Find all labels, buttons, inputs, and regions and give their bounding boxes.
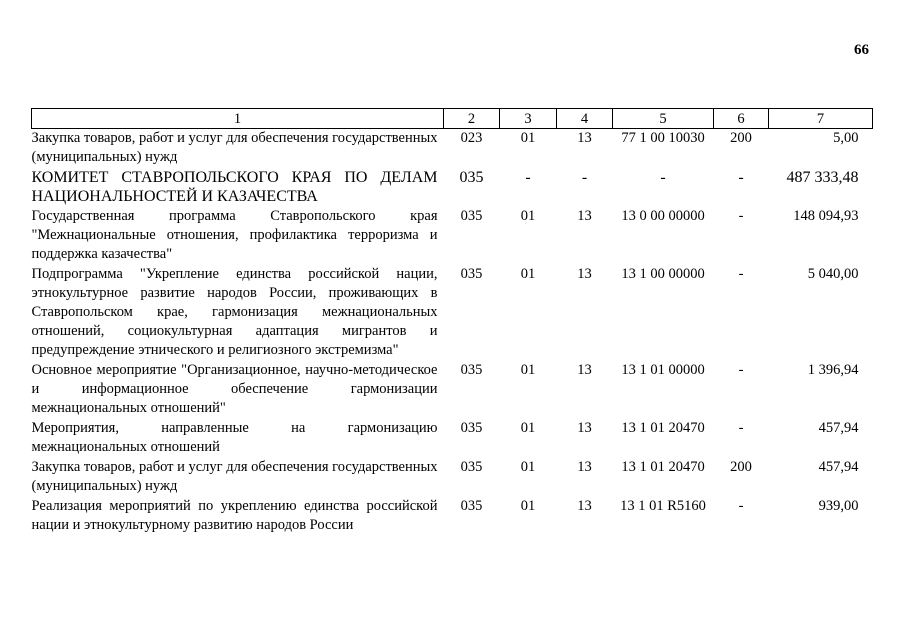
row-target-code: 13 0 00 00000 [621, 208, 705, 224]
row-amount: 5,00 [833, 130, 859, 146]
table-row [32, 497, 873, 536]
header-cell-4: 4 [557, 109, 613, 129]
row-subsection-code: 13 [577, 362, 592, 378]
row-amount: 457,94 [818, 459, 859, 475]
row-section-code: 01 [520, 266, 536, 282]
row-expense-type: - [738, 420, 744, 436]
row-subsection-code: 13 [577, 208, 592, 224]
row-expense-type: 200 [730, 459, 752, 475]
row-target-code: 13 1 01 20470 [621, 420, 705, 436]
row-section-code: 01 [520, 208, 536, 224]
row-ministry-code: 035 [460, 208, 483, 224]
row-section-code: 01 [520, 420, 536, 436]
row-section-code: - [525, 169, 531, 186]
row-ministry-code: 035 [460, 420, 483, 436]
row-expense-type: - [738, 362, 744, 378]
row-ministry-code: 035 [460, 459, 483, 475]
table-row [32, 265, 873, 361]
table-row [32, 207, 873, 265]
row-name: Подпрограмма "Укрепление единства российской нации, этнокультурное развитие народов России, проживающих в Ставропольском крае, гармонизация межнациональных отношений, социокультурная адаптация мигрантов и предупреждение этнического и религиозного экстремизма" [31, 266, 438, 358]
row-target-code: 77 1 00 10030 [621, 130, 705, 146]
page-number: 66 [854, 42, 869, 58]
row-target-code: 13 1 01 20470 [621, 459, 705, 475]
row-target-code: 13 1 01 00000 [621, 362, 705, 378]
row-target-code: 13 1 01 R5160 [620, 498, 706, 514]
row-section-code: 01 [520, 362, 536, 378]
row-name: Закупка товаров, работ и услуг для обеспечения государственных (муниципальных) нужд [31, 459, 438, 494]
row-target-code: - [660, 169, 666, 186]
row-amount: 5 040,00 [807, 266, 859, 282]
row-name: Мероприятия, направленные на гармонизацию межнациональных отношений [31, 420, 438, 455]
row-amount: 487 333,48 [786, 169, 859, 186]
row-subsection-code: 13 [577, 266, 592, 282]
row-name: Реализация мероприятий по укреплению единства российской нации и этнокультурному развитию народов России [31, 498, 438, 533]
row-expense-type: - [738, 208, 744, 224]
table-row [32, 458, 873, 497]
row-section-code: 01 [520, 459, 536, 475]
table-row [32, 129, 873, 169]
row-name: КОМИТЕТ СТАВРОПОЛЬСКОГО КРАЯ ПО ДЕЛАМ НАЦИОНАЛЬНОСТЕЙ И КАЗАЧЕСТВА [31, 169, 438, 205]
table-row [32, 361, 873, 419]
row-name: Закупка товаров, работ и услуг для обеспечения государственных (муниципальных) нужд [31, 130, 438, 165]
row-amount: 1 396,94 [807, 362, 859, 378]
row-name: Государственная программа Ставропольского края "Межнациональные отношения, профилактика терроризма и поддержка казачества" [31, 208, 438, 262]
table-row [32, 168, 873, 207]
header-cell-1: 1 [32, 109, 444, 129]
header-cell-2: 2 [444, 109, 500, 129]
row-ministry-code: 035 [460, 362, 483, 378]
row-ministry-code: 035 [459, 169, 484, 186]
row-section-code: 01 [520, 498, 536, 514]
table-row [32, 419, 873, 458]
row-expense-type: - [738, 266, 744, 282]
row-amount: 148 094,93 [793, 208, 859, 224]
row-subsection-code: 13 [577, 130, 592, 146]
row-expense-type: 200 [730, 130, 752, 146]
header-cell-3: 3 [500, 109, 557, 129]
row-target-code: 13 1 00 00000 [621, 266, 705, 282]
row-subsection-code: - [581, 169, 588, 186]
row-name: Основное мероприятие "Организационное, научно-методическое и информационное обеспечение гармонизации межнациональных отношений" [31, 362, 438, 416]
header-row [32, 109, 873, 129]
row-subsection-code: 13 [577, 459, 592, 475]
row-section-code: 01 [520, 130, 536, 146]
row-ministry-code: 035 [460, 266, 483, 282]
row-amount: 939,00 [818, 498, 859, 514]
budget-table [31, 108, 873, 536]
row-ministry-code: 023 [460, 130, 483, 146]
row-ministry-code: 035 [460, 498, 483, 514]
header-cell-7: 7 [769, 109, 873, 129]
row-subsection-code: 13 [577, 498, 592, 514]
row-expense-type: - [738, 498, 744, 514]
row-expense-type: - [738, 169, 744, 186]
row-subsection-code: 13 [577, 420, 592, 436]
header-cell-6: 6 [714, 109, 769, 129]
row-amount: 457,94 [818, 420, 859, 436]
header-cell-5: 5 [613, 109, 714, 129]
